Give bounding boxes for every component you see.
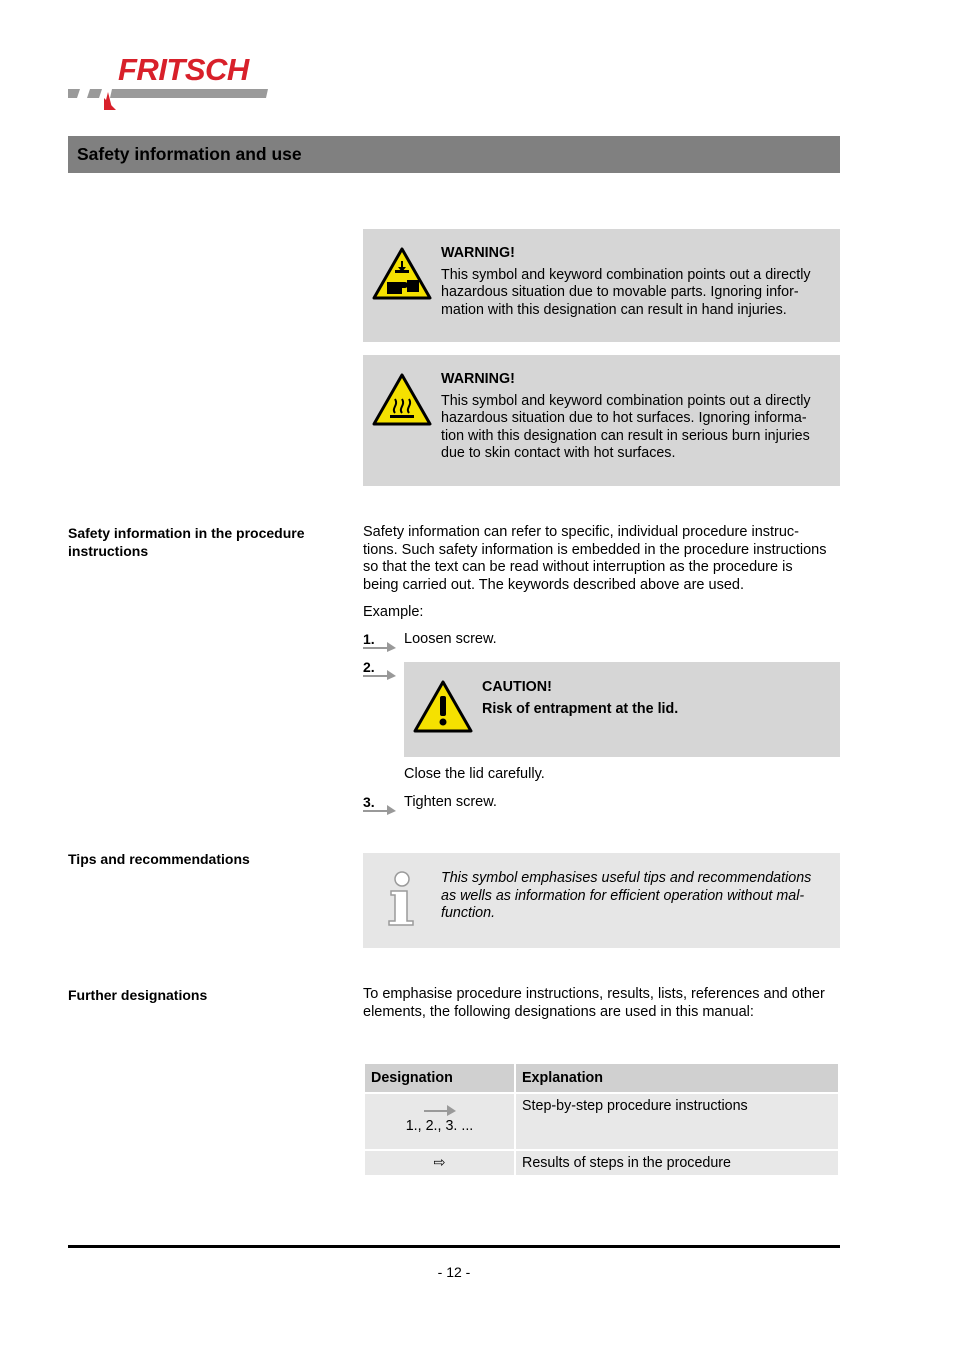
warning2-line-2: tion with this designation can result in serious burn injuries — [441, 427, 810, 444]
warning1-text — [441, 245, 811, 319]
explanation-cell: Step-by-step procedure instructions — [516, 1094, 838, 1149]
caution-keyword: CAUTION! — [482, 679, 552, 695]
warning2-line-3: due to skin contact with hot surfaces. — [441, 445, 676, 461]
further-line-0: To emphasise procedure instructions, results, lists, references and other — [363, 986, 825, 1002]
logo-text: FRITSCH — [118, 52, 249, 87]
hot-surface-warning-icon — [372, 373, 432, 427]
step-arrow-icon — [363, 640, 399, 652]
header-designation: Designation — [365, 1064, 514, 1092]
tips-line-0: This symbol emphasises useful tips and recommendations — [441, 870, 812, 886]
warning-box-moving-parts — [363, 229, 840, 342]
step-marker-3 — [363, 794, 403, 814]
step-number: 2. — [363, 659, 375, 675]
procedure-paragraph — [363, 524, 841, 594]
step-arrow-icon — [363, 668, 399, 680]
result-arrow-icon: ⇨ — [433, 1155, 446, 1171]
tips-text — [441, 870, 811, 923]
procedure-line-2: so that the text can be read without interruption as the procedure is — [363, 559, 793, 575]
step-text-3: Tighten screw. — [404, 794, 497, 810]
page-number: - 12 - — [437, 1264, 471, 1280]
step-number: 1. — [363, 631, 375, 647]
warning2-keyword: WARNING! — [441, 371, 515, 387]
explanation-cell: Results of steps in the procedure — [516, 1151, 838, 1175]
step-arrow-icon — [363, 803, 399, 815]
designation-cell — [365, 1151, 514, 1175]
designation-cell — [365, 1094, 514, 1149]
tips-heading: Tips and recommendations — [68, 851, 250, 867]
designation-text: 1., 2., 3. ... — [405, 1118, 474, 1134]
procedure-heading — [68, 524, 338, 560]
warning2-text — [441, 371, 811, 463]
after-caution-text: Close the lid carefully. — [404, 766, 545, 782]
warning-box-hot-surfaces — [363, 355, 840, 486]
designations-table — [363, 1062, 840, 1177]
step-marker-2 — [363, 659, 403, 679]
step-number: 3. — [363, 794, 375, 810]
fritsch-logo — [68, 52, 283, 112]
caution-text — [482, 679, 678, 718]
warning1-line-2: mation with this designation can result in hand injuries. — [441, 301, 787, 318]
caution-message: Risk of entrapment at the lid. — [482, 700, 679, 717]
warning2-line-1: hazardous situation due to hot surfaces. Ignoring informa- — [441, 410, 807, 426]
header-explanation: Explanation — [516, 1064, 838, 1092]
tips-box — [363, 853, 840, 948]
procedure-line-0: Safety information can refer to specific, individual procedure instruc- — [363, 524, 800, 540]
warning1-line-1: hazardous situation due to movable parts. Ignoring infor- — [441, 284, 799, 300]
further-line-1: elements, the following designations are used in this manual: — [363, 1003, 754, 1020]
info-icon — [387, 871, 417, 927]
further-heading: Further designations — [68, 987, 208, 1003]
step-text-1: Loosen screw. — [404, 631, 497, 647]
section-header — [68, 136, 840, 173]
caution-box — [404, 662, 840, 757]
table-row — [365, 1151, 838, 1175]
warning1-line-0: This symbol and keyword combination points out a directly — [441, 266, 811, 283]
warning1-keyword: WARNING! — [441, 245, 515, 261]
warning2-line-0: This symbol and keyword combination points out a directly — [441, 392, 811, 409]
tips-line-1: as wells as information for efficient operation without mal- — [441, 887, 805, 904]
table-header-row — [365, 1064, 838, 1092]
example-label: Example: — [363, 604, 424, 620]
procedure-line-1: tions. Such safety information is embedded in the procedure instructions — [363, 541, 827, 558]
table-row — [365, 1094, 838, 1149]
section-title: Safety information and use — [77, 144, 302, 164]
step-arrow-icon — [422, 1102, 458, 1116]
procedure-line-3: being carried out. The keywords described above are used. — [363, 576, 744, 593]
hand-crush-warning-icon — [372, 247, 432, 301]
procedure-heading-line-1: instructions — [68, 543, 149, 559]
further-paragraph — [363, 986, 841, 1021]
step-marker-1 — [363, 631, 403, 651]
footer-rule — [68, 1245, 840, 1248]
general-warning-icon — [413, 680, 473, 734]
procedure-heading-line-0: Safety information in the procedure — [68, 525, 305, 541]
tips-line-2: function. — [441, 905, 496, 921]
